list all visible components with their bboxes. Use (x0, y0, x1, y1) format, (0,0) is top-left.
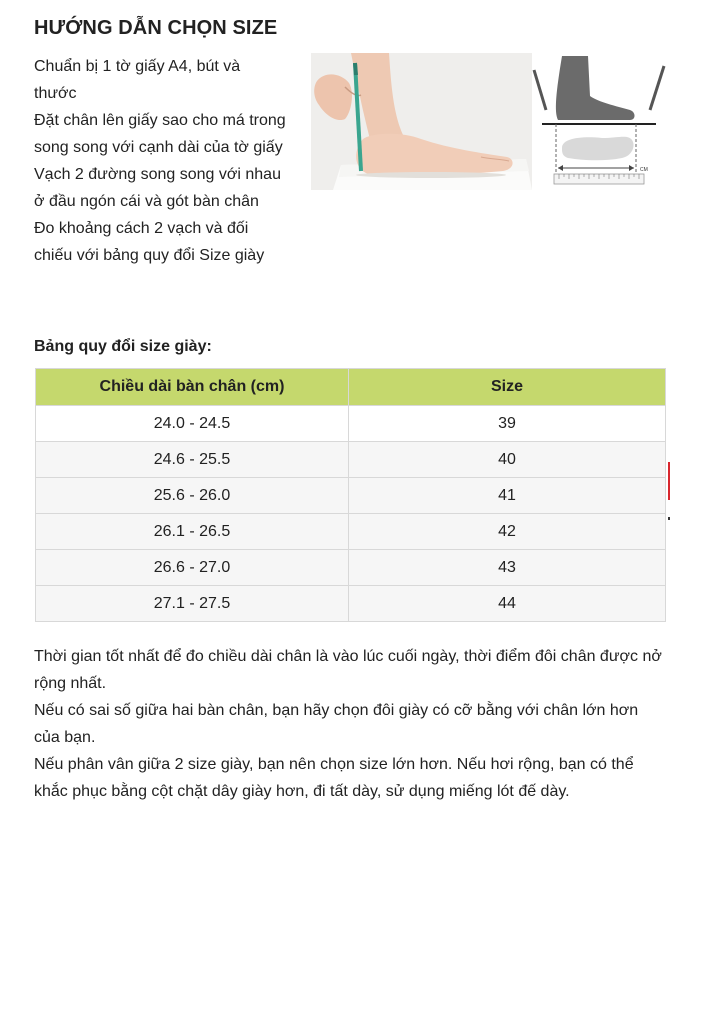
size-conversion-table (35, 368, 666, 622)
note-item: Nếu phân vân giữa 2 size giày, bạn nên chọn size lớn hơn. Nếu hơi rộng, bạn có thể khắc phục bằng cột chặt dây giày hơn, đi tất dày, sử dụng miếng lót đế dày. (34, 756, 634, 800)
size-cell: 39 (349, 406, 666, 442)
table-row (36, 406, 666, 442)
size-cell: 41 (349, 478, 666, 514)
table-row (36, 514, 666, 550)
foot-length-cell: 24.6 - 25.5 (36, 442, 349, 478)
foot-length-cell: 27.1 - 27.5 (36, 586, 349, 622)
scroll-dot (668, 517, 670, 520)
size-cell: 44 (349, 586, 666, 622)
note-item: Thời gian tốt nhất để đo chiều dài chân là vào lúc cuối ngày, thời điểm đôi chân được nở rộng nhất. (34, 648, 662, 692)
step-item: Đặt chân lên giấy sao cho má trong song song với cạnh dài của tờ giấy (34, 112, 286, 156)
measurement-steps (34, 53, 286, 269)
table-row (36, 478, 666, 514)
table-row (36, 550, 666, 586)
size-cell: 42 (349, 514, 666, 550)
measurement-notes (34, 643, 664, 805)
table-row (36, 442, 666, 478)
step-item: Vạch 2 đường song song với nhau ở đầu ngón cái và gót bàn chân (34, 166, 281, 210)
foot-length-cell: 25.6 - 26.0 (36, 478, 349, 514)
size-cell: 43 (349, 550, 666, 586)
table-header-row (36, 369, 666, 406)
step-item: Chuẩn bị 1 tờ giấy A4, bút và thước (34, 58, 241, 102)
table-heading: Bảng quy đổi size giày: (34, 338, 212, 355)
step-item: Đo khoảng cách 2 vạch và đối chiếu với bảng quy đổi Size giày (34, 220, 265, 264)
size-cell: 40 (349, 442, 666, 478)
foot-measure-diagram (532, 52, 668, 192)
foot-length-cell: 26.1 - 26.5 (36, 514, 349, 550)
foot-measuring-illustration (311, 53, 532, 190)
note-item: Nếu có sai số giữa hai bàn chân, bạn hãy chọn đôi giày có cỡ bằng với chân lớn hơn của bạn. (34, 702, 639, 746)
table-row (36, 586, 666, 622)
page-title: HƯỚNG DẪN CHỌN SIZE (34, 17, 278, 39)
foot-outline-diagram (532, 52, 668, 192)
foot-length-cell: 26.6 - 27.0 (36, 550, 349, 586)
header-foot-length: Chiều dài bàn chân (cm) (36, 369, 349, 406)
unit-label: CM (640, 167, 648, 173)
header-size: Size (349, 369, 666, 406)
scroll-marker (668, 462, 670, 500)
foot-length-cell: 24.0 - 24.5 (36, 406, 349, 442)
foot-measuring-photo (311, 53, 532, 190)
